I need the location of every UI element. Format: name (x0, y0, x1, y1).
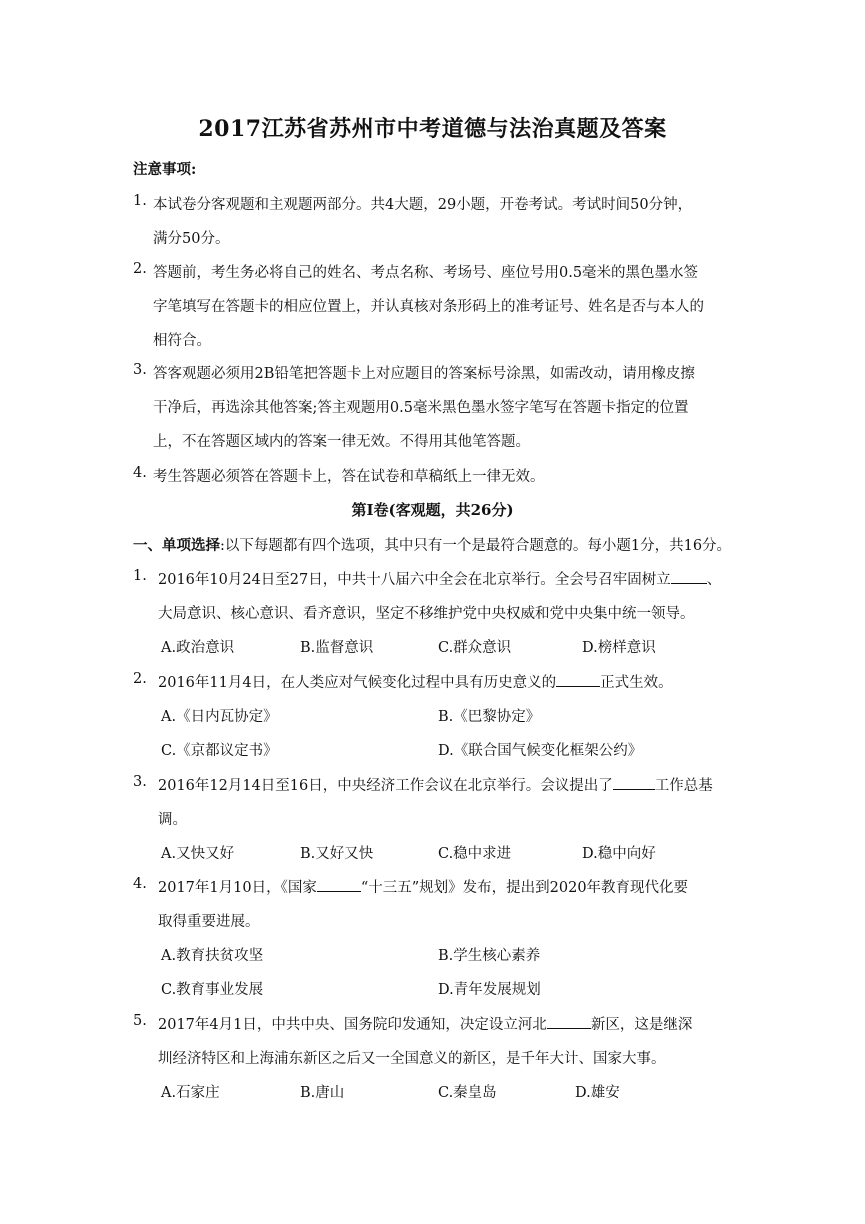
option: D.《联合国气候变化框架公约》 (438, 743, 643, 759)
question-stem (158, 671, 673, 692)
option: D.雄安 (575, 1085, 620, 1101)
notice-item-number: 2. (133, 261, 147, 277)
section-heading: 第Ⅰ卷(客观题，共26分) (351, 501, 514, 519)
part-instruction (133, 534, 731, 555)
stem-text: 工作总基 (654, 778, 713, 794)
question-number: 4. (133, 876, 147, 892)
stem-text: 2016年11月4日，在人类应对气候变化过程中具有历史意义的 (158, 675, 557, 691)
notice-item-number: 3. (133, 362, 147, 378)
option: B.学生核心素养 (438, 948, 541, 964)
option: B.唐山 (300, 1085, 345, 1101)
part-label: 一、单项选择 (133, 537, 220, 554)
option: C.秦皇岛 (438, 1085, 497, 1101)
option: B.又好又快 (300, 846, 374, 862)
notice-item-line: 本试卷分客观题和主观题两部分。共4大题，29小题，开卷考试。考试时间50分钟， (153, 197, 693, 213)
question-number: 3. (133, 774, 147, 790)
option: C.教育事业发展 (161, 982, 264, 998)
answer-blank (556, 672, 600, 687)
option: C.《京都议定书》 (161, 743, 278, 759)
option: D.稳中向好 (582, 846, 656, 862)
question-stem-line: 取得重要进展。 (158, 914, 260, 930)
option: A.又快又好 (161, 846, 235, 862)
answer-blank (317, 877, 361, 892)
answer-blank (547, 1014, 591, 1029)
stem-text: 、 (706, 572, 722, 588)
question-number: 2. (133, 671, 147, 687)
stem-text: “十三五”规划》发布，提出到2020年教育现代化要 (360, 880, 689, 896)
option: A.政治意识 (161, 640, 235, 656)
notice-item-number: 4. (133, 465, 147, 481)
stem-text: 2016年10月24日至27日，中共十八届六中全会在北京举行。全会号召牢固树立 (158, 572, 671, 588)
notice-item-line: 字笔填写在答题卡的相应位置上，并认真核对条形码上的准考证号、姓名是否与本人的 (153, 299, 704, 315)
page-title: 2017江苏省苏州市中考道德与法治真题及答案 (198, 116, 667, 142)
stem-text: 新区，这是继深 (590, 1017, 693, 1033)
question-stem-line: 调。 (158, 812, 187, 828)
answer-blank (613, 775, 655, 790)
stem-text: 2017年4月1日，中共中央、国务院印发通知，决定设立河北 (158, 1017, 547, 1033)
notice-item-number: 1. (133, 193, 147, 209)
question-number: 1. (133, 568, 147, 584)
option: D.榜样意识 (582, 640, 656, 656)
option: A.教育扶贫攻坚 (161, 948, 264, 964)
option: A.石家庄 (161, 1085, 220, 1101)
option: D.青年发展规划 (438, 982, 541, 998)
notice-item-line: 考生答题必须答在答题卡上，答在试卷和草稿纸上一律无效。 (153, 469, 545, 485)
stem-text: 正式生效。 (600, 675, 673, 691)
question-number: 5. (133, 1013, 147, 1029)
option: B.监督意识 (300, 640, 374, 656)
stem-text: 2016年12月14日至16日，中央经济工作会议在北京举行。会议提出了 (158, 778, 613, 794)
question-stem-line: 圳经济特区和上海浦东新区之后又一全国意义的新区，是千年大计、国家大事。 (158, 1051, 666, 1067)
notice-item-line: 答客观题必须用2B铅笔把答题卡上对应题目的答案标号涂黑，如需改动，请用橡皮擦 (153, 366, 695, 382)
answer-blank (671, 569, 707, 584)
notice-item-line: 答题前，考生务必将自己的姓名、考点名称、考场号、座位号用0.5毫米的黑色墨水签 (153, 265, 699, 281)
notice-item-line: 满分50分。 (153, 231, 230, 247)
notice-item-line: 相符合。 (153, 333, 211, 349)
part-description: :以下每题都有四个选项，其中只有一个是最符合题意的。每小题1分，共16分。 (220, 538, 732, 554)
stem-text: 2017年1月10日，《国家 (158, 880, 317, 896)
question-stem (158, 1013, 692, 1034)
notice-heading: 注意事项: (133, 161, 197, 178)
option: A.《日内瓦协定》 (161, 709, 278, 725)
notice-item-line: 上，不在答题区域内的答案一律无效。不得用其他笔答题。 (153, 434, 530, 450)
question-stem-line: 大局意识、核心意识、看齐意识，坚定不移维护党中央权威和党中央集中统一领导。 (158, 606, 695, 622)
question-stem (158, 774, 713, 795)
option: C.群众意识 (438, 640, 512, 656)
notice-item-line: 干净后，再选涂其他答案;答主观题用0.5毫米黑色墨水签字笔写在答题卡指定的位置 (153, 400, 689, 416)
question-stem (158, 876, 688, 897)
option: B.《巴黎协定》 (438, 709, 541, 725)
option: C.稳中求进 (438, 846, 512, 862)
question-stem (158, 568, 721, 589)
